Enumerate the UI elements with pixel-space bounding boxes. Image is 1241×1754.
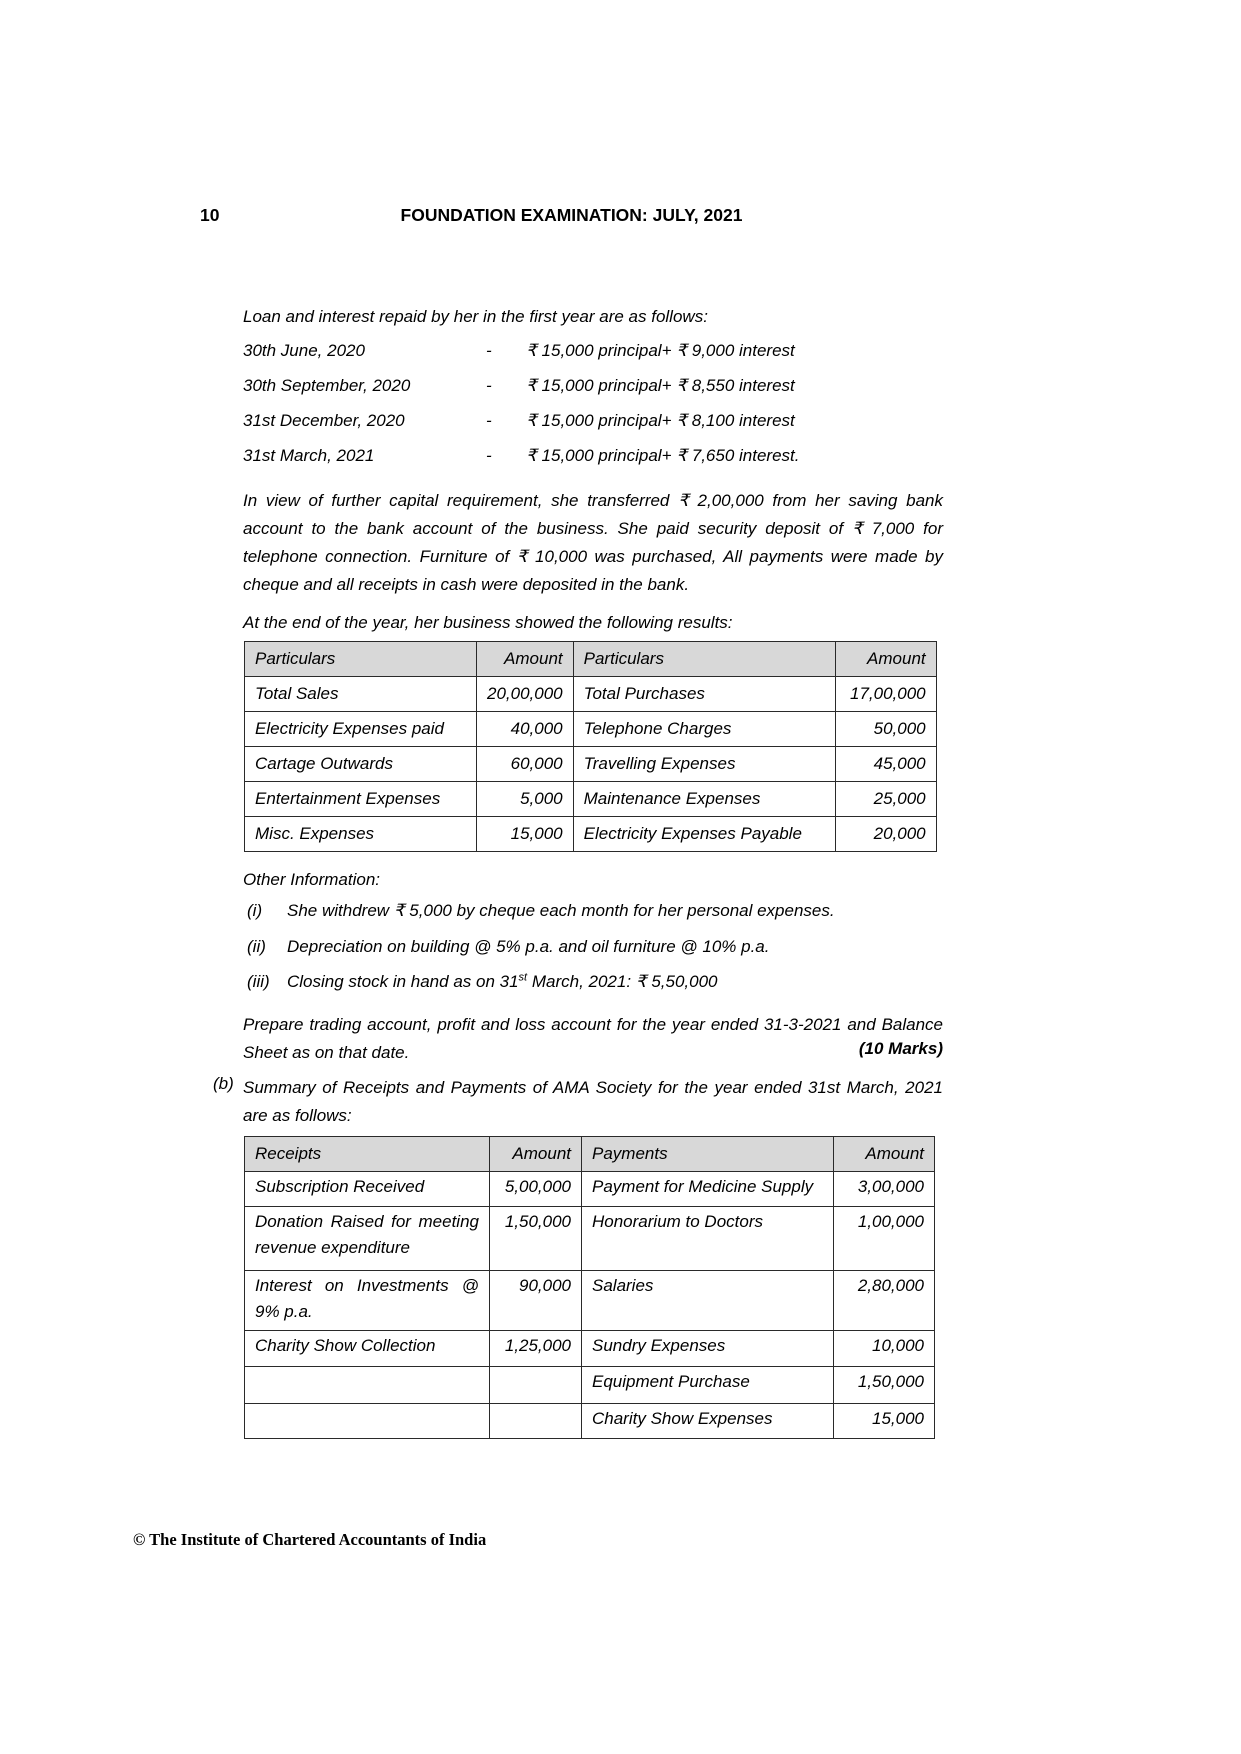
table-cell: 45,000 — [835, 747, 936, 782]
loan-intro-text: Loan and interest repaid by her in the first year are as follows: — [243, 307, 708, 326]
table-cell: 17,00,000 — [835, 677, 936, 712]
table-row — [245, 712, 937, 747]
table-cell: 50,000 — [835, 712, 936, 747]
page-number: 10 — [200, 205, 220, 225]
list-item — [247, 901, 943, 921]
list-item-label: (ii) — [247, 937, 266, 956]
list-item-text: Depreciation on building @ 5% p.a. and oil furniture @ 10% p.a. — [287, 937, 770, 956]
column-header: Amount — [834, 1137, 935, 1172]
table-cell: 20,00,000 — [477, 677, 574, 712]
table-cell: Honorarium to Doctors — [582, 1207, 834, 1271]
table-row — [245, 817, 937, 852]
receipts-payments-table — [244, 1136, 935, 1439]
table-cell: 25,000 — [835, 782, 936, 817]
table-cell: Equipment Purchase — [582, 1367, 834, 1404]
table-cell: Subscription Received — [245, 1172, 490, 1207]
table-cell: Total Purchases — [573, 677, 835, 712]
table-row — [245, 747, 937, 782]
loan-payment-row — [243, 446, 943, 466]
separator-dash: - — [486, 341, 492, 360]
column-header: Amount — [835, 642, 936, 677]
table-cell — [245, 1367, 490, 1404]
list-item-label: (iii) — [247, 972, 270, 991]
column-header: Particulars — [245, 642, 477, 677]
table-cell: Donation Raised for meeting revenue expenditure — [245, 1207, 490, 1271]
table-cell — [490, 1404, 582, 1439]
page-header — [200, 205, 943, 226]
table-cell: Electricity Expenses Payable — [573, 817, 835, 852]
column-header: Amount — [477, 642, 574, 677]
column-header: Payments — [582, 1137, 834, 1172]
table-cell: 90,000 — [490, 1271, 582, 1331]
copyright-footer: © The Institute of Chartered Accountants of India — [133, 1530, 487, 1549]
table-cell: Total Sales — [245, 677, 477, 712]
table-cell — [245, 1404, 490, 1439]
part-b-intro: Summary of Receipts and Payments of AMA Society for the year ended 31st March, 2021 are as follows: — [243, 1078, 943, 1125]
table-cell: 20,000 — [835, 817, 936, 852]
table-cell — [490, 1367, 582, 1404]
list-item-text: Closing stock in hand as on 31st March, 2021: ₹ 5,50,000 — [287, 971, 718, 991]
table-cell: Charity Show Collection — [245, 1331, 490, 1367]
capital-paragraph: In view of further capital requirement, she transferred ₹ 2,00,000 from her saving bank account to the bank account of the business. She paid security deposit of ₹ 7,000 for telephone connection. Furniture of ₹ 10,000 was purchased, All payments were made by cheque and all receipts in cash were deposited in the bank. — [243, 491, 943, 594]
table-cell: Salaries — [582, 1271, 834, 1331]
table-cell: 5,00,000 — [490, 1172, 582, 1207]
table-header-row — [245, 1137, 935, 1172]
loan-date: 30th June, 2020 — [243, 341, 365, 360]
column-header: Amount — [490, 1137, 582, 1172]
list-item-label: (i) — [247, 901, 263, 920]
table-cell: Sundry Expenses — [582, 1331, 834, 1367]
column-header: Receipts — [245, 1137, 490, 1172]
loan-payment-row — [243, 376, 943, 396]
table-cell: 40,000 — [477, 712, 574, 747]
part-b-label: (b) — [213, 1074, 234, 1093]
loan-payment-row — [243, 341, 943, 361]
requirement-text: Prepare trading account, profit and loss account for the year ended 31-3-2021 and Balance Sheet as on that date. — [243, 1015, 943, 1062]
table-row — [245, 1331, 935, 1367]
table-cell: Telephone Charges — [573, 712, 835, 747]
table-cell: 60,000 — [477, 747, 574, 782]
table-cell: 3,00,000 — [834, 1172, 935, 1207]
list-item-text: She withdrew ₹ 5,000 by cheque each month for her personal expenses. — [287, 901, 835, 920]
table-header-row — [245, 642, 937, 677]
table-cell: Charity Show Expenses — [582, 1404, 834, 1439]
table-cell: 2,80,000 — [834, 1271, 935, 1331]
table-cell: Maintenance Expenses — [573, 782, 835, 817]
table-cell: 15,000 — [477, 817, 574, 852]
loan-date: 31st March, 2021 — [243, 446, 375, 465]
table-cell: Electricity Expenses paid — [245, 712, 477, 747]
table-row — [245, 1404, 935, 1439]
table-row — [245, 1367, 935, 1404]
table-cell: 15,000 — [834, 1404, 935, 1439]
table-cell: Cartage Outwards — [245, 747, 477, 782]
results-table — [244, 641, 937, 852]
table-row — [245, 1172, 935, 1207]
ordinal-superscript: st — [518, 971, 528, 984]
table-row — [245, 782, 937, 817]
table-cell: Travelling Expenses — [573, 747, 835, 782]
table-row — [245, 1207, 935, 1271]
table-cell: Interest on Investments @ 9% p.a. — [245, 1271, 490, 1331]
table-cell: 1,25,000 — [490, 1331, 582, 1367]
separator-dash: - — [486, 376, 492, 395]
table-row — [245, 1271, 935, 1331]
loan-amount: ₹ 15,000 principal+ ₹ 8,550 interest — [526, 376, 795, 395]
table-cell: 1,50,000 — [834, 1367, 935, 1404]
separator-dash: - — [486, 411, 492, 430]
column-header: Particulars — [573, 642, 835, 677]
table-cell: 1,50,000 — [490, 1207, 582, 1271]
loan-payment-row — [243, 411, 943, 431]
exam-title: FOUNDATION EXAMINATION: JULY, 2021 — [400, 205, 743, 225]
requirement-block — [243, 1011, 943, 1067]
loan-amount: ₹ 15,000 principal+ ₹ 7,650 interest. — [526, 446, 800, 465]
other-information-title: Other Information: — [243, 870, 381, 889]
list-item — [247, 972, 943, 992]
loan-amount: ₹ 15,000 principal+ ₹ 9,000 interest — [526, 341, 795, 360]
table-cell: Entertainment Expenses — [245, 782, 477, 817]
results-intro-text: At the end of the year, her business showed the following results: — [243, 613, 733, 632]
loan-amount: ₹ 15,000 principal+ ₹ 8,100 interest — [526, 411, 795, 430]
table-cell: 1,00,000 — [834, 1207, 935, 1271]
table-cell: 10,000 — [834, 1331, 935, 1367]
loan-date: 30th September, 2020 — [243, 376, 411, 395]
separator-dash: - — [486, 446, 492, 465]
marks-badge: (10 Marks) — [858, 1039, 943, 1058]
list-item — [247, 937, 943, 957]
loan-date: 31st December, 2020 — [243, 411, 405, 430]
table-cell: Payment for Medicine Supply — [582, 1172, 834, 1207]
table-cell: Misc. Expenses — [245, 817, 477, 852]
table-row — [245, 677, 937, 712]
table-cell: 5,000 — [477, 782, 574, 817]
